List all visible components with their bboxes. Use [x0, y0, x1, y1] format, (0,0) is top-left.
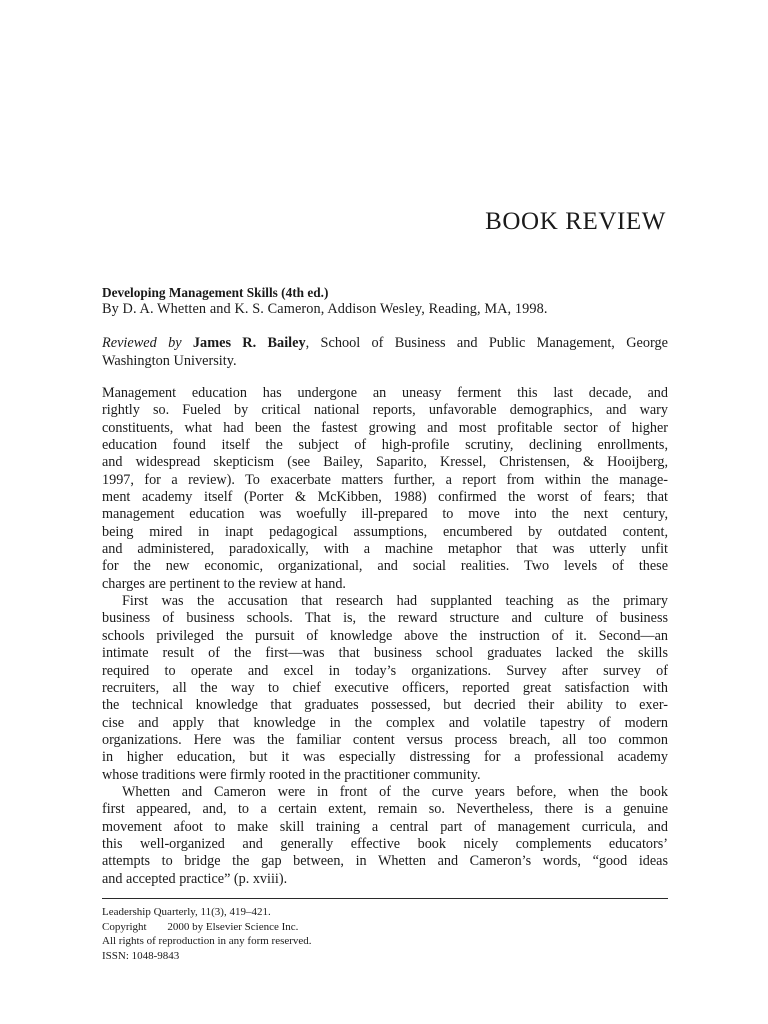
- paragraph-line: whose traditions were firmly rooted in the practitioner community.: [102, 766, 481, 783]
- page-title: BOOK REVIEW: [485, 208, 666, 235]
- copyright-label: Copyright: [102, 920, 147, 933]
- paragraph-line: ment academy itself (Porter & McKibben, 1988) confirmed the worst of fears; that: [102, 489, 668, 506]
- paragraph-line: management education was woefully ill-prepared to move into the next century,: [102, 506, 668, 523]
- paragraph-line: schools privileged the pursuit of knowledge above the instruction of it. Second—an: [102, 627, 668, 644]
- paragraph-line: required to operate and excel in today’s organizations. Survey after survey of: [102, 662, 668, 679]
- book-title: Developing Management Skills (4th ed.): [102, 285, 329, 300]
- paragraph-line: and widespread skepticism (see Bailey, Saparito, Kressel, Christensen, & Hooijberg,: [102, 454, 668, 471]
- paragraph-line: and accepted practice” (p. xviii).: [102, 870, 288, 887]
- paragraph-line: being mired in inapt pedagogical assumptions, encumbered by outdated content,: [102, 523, 668, 540]
- paragraph-line: 1997, for a review). To exacerbate matters further, a report from within the manage-: [102, 471, 668, 488]
- paragraph-line: cise and apply that knowledge in the complex and volatile tapestry of modern: [102, 714, 668, 731]
- reviewer-name: James R. Bailey: [192, 335, 306, 351]
- journal-citation: Leadership Quarterly, 11(3), 419–421.: [102, 906, 271, 918]
- paragraph-line: constituents, what had been the fastest growing and most profitable sector of higher: [102, 419, 668, 436]
- copyright-line: [102, 920, 312, 935]
- paragraph-line: in higher education, but it was especially distressing for a professional academy: [102, 749, 668, 766]
- paragraph-line: Whetten and Cameron were in front of the curve years before, when the book: [122, 783, 668, 800]
- copyright-text: 2000 by Elsevier Science Inc.: [167, 920, 299, 933]
- paragraph-line: this well-organized and generally effective book nicely complements educators’: [102, 835, 668, 852]
- paragraph-line: for the new economic, organizational, and social realities. Two levels of these: [102, 558, 668, 575]
- paragraph-line: Management education has undergone an uneasy ferment this last decade, and: [102, 385, 668, 401]
- paragraph-line: first appeared, and, to a certain extent, remain so. Nevertheless, there is a genuine: [102, 801, 668, 818]
- reviewed-by-label: Reviewed by: [102, 335, 182, 351]
- paragraph-line: charges are pertinent to the review at hand.: [102, 575, 346, 592]
- issn: ISSN: 1048-9843: [102, 949, 180, 962]
- footer: [102, 905, 312, 963]
- paragraph: [102, 593, 668, 784]
- paragraph-line: intimate result of the first—was that business school graduates lacked the skills: [102, 645, 668, 662]
- paragraph-line: the technical knowledge that graduates possessed, but decried their ability to exer-: [102, 697, 668, 714]
- paragraph: [102, 385, 668, 593]
- reviewer-line-1: [102, 334, 668, 352]
- paragraph-line: First was the accusation that research had supplanted teaching as the primary: [122, 593, 668, 610]
- paragraph-line: organizations. Here was the familiar content versus process breach, all too common: [102, 731, 668, 748]
- reviewer-affiliation: , School of Business and Public Management, George: [305, 335, 669, 351]
- review-body: [102, 385, 668, 888]
- paragraph-line: rightly so. Fueled by critical national reports, unfavorable demographics, and wary: [102, 402, 668, 419]
- paragraph-line: business of business schools. That is, the reward structure and culture of business: [102, 610, 668, 627]
- paragraph-line: movement afoot to make skill training a central part of management curricula, and: [102, 818, 668, 835]
- reviewer-line-2: Washington University.: [102, 353, 237, 369]
- book-byline: By D. A. Whetten and K. S. Cameron, Addison Wesley, Reading, MA, 1998.: [102, 301, 548, 317]
- paragraph-line: attempts to bridge the gap between, in Whetten and Cameron’s words, “good ideas: [102, 853, 668, 870]
- book-info: [102, 284, 668, 318]
- reviewer-credit: [102, 334, 668, 370]
- paragraph: [102, 784, 668, 888]
- footer-divider: [102, 898, 668, 899]
- paragraph-line: and administered, paradoxically, with a machine metaphor that was utterly unfit: [102, 541, 668, 558]
- paragraph-line: education found itself the subject of high-profile scrutiny, declining enrollments,: [102, 437, 668, 454]
- paragraph-line: recruiters, all the way to chief executive officers, reported great satisfaction with: [102, 679, 668, 696]
- rights-notice: All rights of reproduction in any form reserved.: [102, 935, 312, 947]
